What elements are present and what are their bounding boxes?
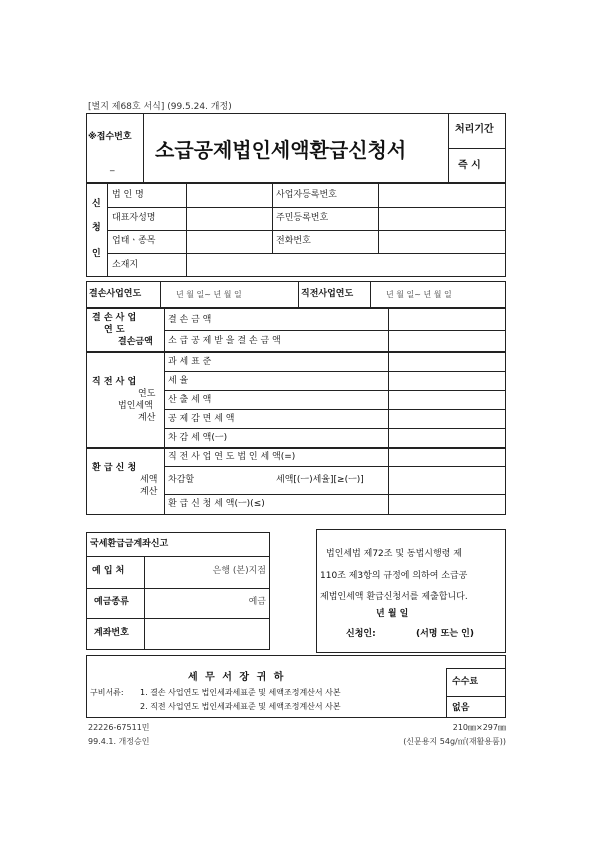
deductible-formula: 세액[(ㅡ)세율][≥(ㅡ)]: [276, 475, 364, 485]
paper-type: (신문용지 54g/㎡(재활용품)): [403, 737, 506, 746]
fee-label: 수수료: [452, 677, 479, 687]
tax-section-label-4: 계산: [138, 413, 156, 423]
refund-section-label-1: 환 급 신 청: [92, 463, 137, 473]
processing-period-label: 처리기간: [455, 124, 494, 135]
computed-tax-label: 산 출 세 액: [168, 395, 212, 405]
account-number-label: 계좌번호: [94, 628, 129, 638]
refund-section-label-3: 계산: [140, 487, 158, 497]
processing-period-value: 즉 시: [458, 160, 481, 171]
address-label: 소재지: [112, 260, 139, 270]
tax-section-label-2: 연도: [138, 389, 156, 399]
deposit-bank-label: 예 입 처: [92, 566, 125, 576]
applicant-side-1: 신: [92, 199, 101, 209]
attachments-label: 구비서류:: [90, 688, 124, 697]
tax-office-addressee: 세 무 서 장 귀 하: [188, 672, 286, 683]
attachment-2: 2. 직전 사업연도 법인세과세표준 및 세액조정계산서 사본: [140, 702, 341, 711]
receipt-number-label: ※접수번호: [88, 132, 132, 142]
resident-no-label: 주민등록번호: [276, 213, 329, 223]
tax-rate-label: 세 율: [168, 376, 189, 386]
tax-base-field[interactable]: [390, 354, 504, 370]
applicant-side-2: 청: [92, 223, 101, 233]
prev-year-field[interactable]: 년 월 일~ 년 월 일: [386, 290, 452, 299]
paper-size: 210㎜×297㎜: [452, 723, 506, 732]
deductible-field[interactable]: [390, 468, 504, 493]
loss-amount-field[interactable]: [390, 310, 504, 329]
account-number-field[interactable]: [146, 620, 268, 648]
corp-name-label: 법 인 명: [112, 190, 144, 200]
prev-year-tax-field[interactable]: [390, 450, 504, 465]
deposit-type-field[interactable]: 예금: [248, 597, 266, 607]
loss-amount-label: 결 손 금 액: [168, 315, 212, 325]
loss-year-field[interactable]: 년 월 일~ 년 월 일: [176, 290, 242, 299]
phone-label: 전화번호: [276, 236, 311, 246]
bank-box-title: 국세환급금계좌신고: [90, 539, 169, 549]
applicant-sign-label: 신청인:: [346, 629, 376, 639]
deduction-tax-field[interactable]: [390, 411, 504, 427]
tax-rate-field[interactable]: [390, 373, 504, 389]
biz-reg-no-field[interactable]: [380, 185, 504, 205]
refund-request-field[interactable]: [390, 496, 504, 513]
loss-section-label-1: 결 손 사 업: [92, 313, 137, 323]
declaration-line-1: 법인세법 제72조 및 동법시행령 제: [326, 549, 462, 559]
tax-section-label-1: 직 전 사 업: [92, 377, 137, 387]
corp-name-field[interactable]: [188, 185, 270, 205]
carryback-loss-field[interactable]: [390, 332, 504, 350]
form-code: 22226-67511민: [88, 723, 150, 732]
approval-note: 99.4.1. 개정승인: [88, 737, 150, 746]
loss-section-label-2: 연 도: [104, 325, 125, 335]
fee-value: 없음: [452, 703, 470, 713]
receipt-number-field[interactable]: _: [110, 162, 115, 172]
carryback-loss-label: 소 급 공 제 받 을 결 손 금 액: [168, 336, 281, 346]
applicant-side-3: 인: [92, 249, 101, 259]
deposit-bank-field[interactable]: 은행 (본)지점: [212, 566, 266, 576]
deposit-type-label: 예금종류: [94, 597, 129, 607]
form-title: 소급공제법인세액환급신청서: [155, 138, 407, 162]
net-tax-field[interactable]: [390, 430, 504, 446]
declaration-box: [316, 529, 506, 653]
business-type-label: 업태ㆍ종목: [112, 236, 156, 246]
biz-reg-no-label: 사업자등록번호: [276, 190, 337, 200]
tax-base-label: 과 세 표 준: [168, 357, 212, 367]
net-tax-label: 차 감 세 액(ㅡ): [168, 433, 228, 443]
declaration-date[interactable]: 년 월 일: [376, 609, 409, 619]
declaration-line-3: 제법인세액 환급신청서를 제출합니다.: [320, 592, 468, 602]
signature-field[interactable]: (서명 또는 인): [416, 629, 474, 639]
tax-section-label-3: 법인세액: [118, 401, 153, 411]
refund-section-label-2: 세액: [140, 475, 158, 485]
deduction-tax-label: 공 제 감 면 세 액: [168, 414, 235, 424]
declaration-line-2: 110조 제3항의 규정에 의하여 소급공: [320, 571, 468, 581]
prev-year-label: 직전사업연도: [301, 289, 354, 299]
loss-year-label: 결손사업연도: [89, 289, 142, 299]
refund-request-label: 환 급 신 청 세 액(ㅡ)(≤): [168, 499, 265, 509]
computed-tax-field[interactable]: [390, 392, 504, 408]
address-field[interactable]: [188, 255, 504, 275]
form-number-note: [별지 제68호 서식] (99.5.24. 개정): [88, 102, 232, 112]
loss-section-label-3: 결손금액: [118, 337, 153, 347]
rep-name-label: 대표자성명: [112, 213, 156, 223]
attachment-1: 1. 결손 사업연도 법인세과세표준 및 세액조정계산서 사본: [140, 688, 341, 697]
deductible-label: 차감할: [168, 475, 195, 485]
prev-year-tax-label: 직 전 사 업 연 도 법 인 세 액(=): [168, 452, 296, 462]
